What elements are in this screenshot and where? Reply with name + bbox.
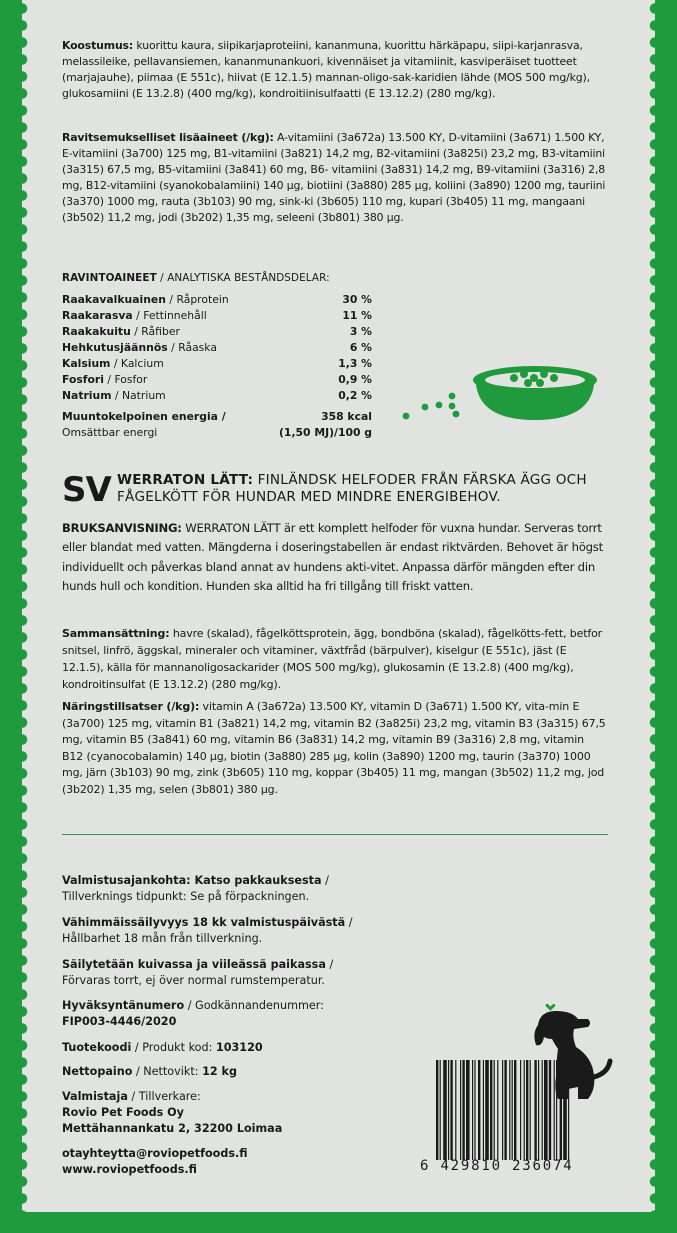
barcode-bar xyxy=(485,1060,489,1160)
barcode-bar xyxy=(462,1060,464,1160)
energy-row-sv: Omsättbar energi (1,50 MJ)/100 g xyxy=(62,426,372,439)
barcode-bar xyxy=(549,1060,551,1160)
barcode-bar xyxy=(544,1060,548,1160)
approval-number: Hyväksyntänumero / Godkännandenummer: FIP003-4446/2020 xyxy=(62,999,324,1028)
barcode-bar xyxy=(568,1060,569,1160)
storage: Säilytetään kuivassa ja viileässä paikassa / Förvaras torrt, ej över normal rumstemperatur. xyxy=(62,958,334,987)
sv-product-title: WERRATON LÄTT: FINLÄNDSK HELFODER FRÅN FÄRSKA ÄGG OCH FÅGELKÖTT FÖR HUNDAR MED MINDRE ENERGIBEHOV. xyxy=(117,472,587,505)
barcode-bar xyxy=(538,1060,539,1160)
shelf-life: Vähimmäissäilyvyys 18 kk valmistuspäivästä / Hållbarhet 18 mån från tillverkning. xyxy=(62,916,353,945)
divider xyxy=(62,834,608,835)
barcode-number: 6 429810 236074 xyxy=(420,1158,574,1174)
barcode-bar xyxy=(534,1060,536,1160)
barcode-bar xyxy=(512,1060,513,1160)
barcode-bar xyxy=(526,1060,528,1160)
sv-usage: BRUKSANVISNING: WERRATON LÄTT är ett komplett helfoder för vuxna hundar. Serveras torrt eller blandat med vatten. Mängderna i doseringstabellen är endast riktvärden. Behovet är högst individuellt och påverkas bland annat av hundens akti-vitet. Anpassa därför mängden efter din hunds hull och kondition. Hunden ska alltid ha fri tillgång till friskt vatten. xyxy=(62,521,603,593)
fi-composition xyxy=(62,38,607,102)
barcode-bar xyxy=(478,1060,480,1160)
nutrition-row: Natrium / Natrium 0,2 % xyxy=(62,389,372,402)
barcode-bar xyxy=(520,1060,521,1160)
sv-composition: Sammansättning: havre (skalad), fågelköttsprotein, ägg, bondböna (skalad), fågelkötts-fett, betfor snitsel, linfrö, äggskal, mineraler och vitaminer, växtfråd (bärpulver), kiselgur (E 551c), jäst (E 12.1.5), källa för mannanoligosackarider (MOS 500 mg/kg), glukosamin (E 13.2.8) (400 mg/kg), kondroitinsulfat (E 13.12.2) (280 mg/kg). xyxy=(62,627,603,691)
manufacture-date: Valmistusajankohta: Katso pakkauksesta / Tillverknings tidpunkt: Se på förpackningen. xyxy=(62,874,329,903)
language-badge: SV xyxy=(62,470,111,510)
barcode-bar xyxy=(443,1060,447,1160)
contact: otayhteytta@roviopetfoods.fi www.roviopetfoods.fi xyxy=(62,1147,248,1176)
energy-row: Muuntokelpoinen energia / 358 kcal xyxy=(62,410,372,423)
barcode-bar xyxy=(440,1060,441,1160)
barcode-bar xyxy=(542,1060,543,1160)
barcode-bar xyxy=(497,1060,498,1160)
barcode-bar xyxy=(474,1060,475,1160)
nutrition-row: Kalsium / Kalcium 1,3 % xyxy=(62,357,372,370)
lisaaineet-label: Ravitsemukselliset lisäaineet (/kg): xyxy=(62,131,274,144)
barcode-bar xyxy=(455,1060,456,1160)
barcode-bar xyxy=(494,1060,495,1160)
nutrition-row: Raakakuitu / Råfiber 3 % xyxy=(62,325,372,338)
koostumus-text: kuorittu kaura, siipikarjaproteiini, kananmuna, kuorittu härkäpapu, siipi-karjanrasva, melassileike, pellavansiemen, kananmunankuori, kivennäiset ja vitamiinit, kasviperäiset tuotteet (marjajauhe), piimaa (E 551c), hiivat (E 12.1.5) mannan-oligo-sak-karidien lähde (MOS 500 mg/kg), glukosamiini (E 13.2.8) (400 mg/kg), kondroitiinisulfaatti (E 13.12.2) (280 mg/kg). xyxy=(62,39,590,100)
barcode xyxy=(436,1060,608,1160)
nutrition-row: Fosfori / Fosfor 0,9 % xyxy=(62,373,372,386)
manufacturer: Valmistaja / Tillverkare: Rovio Pet Foods Oy Mettähannankatu 2, 32200 Loimaa xyxy=(62,1090,283,1135)
barcode-bar xyxy=(466,1060,470,1160)
lisaaineet-text: A-vitamiini (3a672a) 13.500 KY, D-vitamiini (3a671) 1.500 KY, E-vitamiini (3a700) 125 mg, B1-vitamiini (3a821) 14,2 mg, B2-vitamiini (3a825i) 23,2 mg, B3-vitamiini (3a315) 67,5 mg, B5-vitamiini (3a841) 60 mg, B6- vitamiini (3a831) 14,2 mg, B9-vitamiini (3a316) 2,8 mg, B12-vitamiini (syanokobalamiini) 140 µg, biotiini (3a880) 285 µg, koliini (3a890) 1200 mg, tauriini (3a370) 1000 mg, rauta (3b103) 90 mg, sink-ki (3b605) 110 mg, kupari (3b405) 11 mg, mangaani (3b502) 11,2 mg, jodi (3b202) 1,35 mg, seleeni (3b801) 380 µg. xyxy=(62,131,606,224)
barcode-bar xyxy=(436,1060,438,1160)
product-code: Tuotekoodi / Produkt kod: 103120 xyxy=(62,1041,263,1054)
kibble-icon xyxy=(398,382,468,424)
koostumus-label: Koostumus: xyxy=(62,39,134,52)
barcode-bar xyxy=(460,1060,461,1160)
barcode-bar xyxy=(502,1060,503,1160)
net-weight: Nettopaino / Nettovikt: 12 kg xyxy=(62,1065,237,1078)
barcode-bar xyxy=(556,1060,557,1160)
barcode-bar xyxy=(450,1060,452,1160)
nutrition-row: Hehkutusjäännös / Råaska 6 % xyxy=(62,341,372,354)
nutrition-title: RAVINTOAINEET / ANALYTISKA BESTÅNDSDELAR: xyxy=(62,272,330,284)
barcode-bar xyxy=(524,1060,525,1160)
barcode-bar xyxy=(554,1060,555,1160)
nutrition-row: Raakarasva / Fettinnehåll 11 % xyxy=(62,309,372,322)
barcode-bar xyxy=(490,1060,492,1160)
barcode-bar xyxy=(504,1060,506,1160)
sv-additives: Näringstillsatser (/kg): vitamin A (3a672a) 13.500 KY, vitamin D (3a671) 1.500 KY, vita-min E (3a700) 125 mg, vitamin B1 (3a821) 14,2 mg, vitamin B2 (3a825i) 23,2 mg, vitamin B3 (3a315) 67,5 mg, vitamin B5 (3a841) 60 mg, vitamin B6 (3a831) 14,2 mg, vitamin B9 (3a316) 2,8 mg, vitamin B12 (cyanocobalamin) 140 µg, biotin (3a880) 285 µg, kolin (3a890) 1200 mg, taurin (3a370) 1000 mg, järn (3b103) 90 mg, zink (3b605) 110 mg, koppar (3b405) 11 mg, mangan (3b502) 11,2 mg, jod (3b202) 1,35 mg, selen (3b801) 380 µg. xyxy=(62,700,606,796)
barcode-bar xyxy=(560,1060,562,1160)
barcode-bar xyxy=(448,1060,449,1160)
nutrition-row: Raakavalkuainen / Råprotein 30 % xyxy=(62,293,372,306)
barcode-bar xyxy=(472,1060,473,1160)
barcode-bar xyxy=(530,1060,531,1160)
barcode-bar xyxy=(563,1060,567,1160)
fi-additives xyxy=(62,130,607,226)
barcode-bar xyxy=(514,1060,516,1160)
food-bowl-icon xyxy=(470,362,600,422)
barcode-bar xyxy=(483,1060,484,1160)
barcode-bar xyxy=(509,1060,510,1160)
